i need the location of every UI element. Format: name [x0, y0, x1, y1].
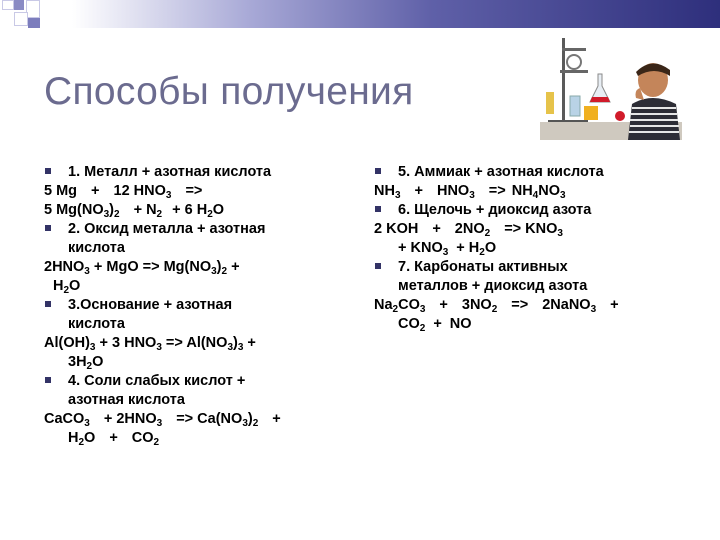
method-1-equation-cont: 5 $Mg(NO_3)_2 + N_2 + 6$ $H_2O$: [44, 202, 225, 220]
method-6-equation: 2 KOH + $2NO_2 => KNO_3$: [374, 221, 563, 239]
method-2-equation: $2HNO_3$ + MgO => $Mg(NO_3)_2$ +: [44, 259, 240, 277]
method-3-heading-cont: кислота: [68, 316, 125, 332]
method-4-equation-cont: $H_2O + CO_2$: [68, 430, 160, 448]
left-column: [44, 163, 334, 448]
decor-square: [14, 0, 24, 10]
method-3-heading: 3.Основание + азотная: [44, 296, 334, 315]
method-6-heading: 6. Щелочь + диоксид азота: [374, 201, 684, 220]
method-2-heading: 2. Оксид металла + азотная: [44, 220, 334, 239]
decor-square: [26, 0, 40, 18]
method-4-heading: 4. Соли слабых кислот +: [44, 372, 334, 391]
slide-title: Способы получения: [44, 70, 414, 113]
method-3-equation-cont: $3H_2O$: [68, 354, 104, 372]
method-7-equation: $Na_2CO_3 + 3NO_2$ => 2NaNO$_3$ +: [374, 297, 619, 315]
method-3-equation: $Al(OH)_3 + 3$ $HNO_3 => Al(NO_3)_3$ +: [44, 335, 256, 353]
method-7-heading: 7. Карбонаты активных: [374, 258, 684, 277]
method-7-equation-cont: $CO_2$ + NO: [398, 316, 472, 334]
method-5-equation: $NH_3 + HNO_3 => NH_4NO_3$: [374, 183, 566, 201]
right-column: [374, 163, 684, 334]
decor-square: [14, 12, 28, 26]
method-7-heading-cont: металлов + диоксид азота: [398, 278, 588, 294]
decor-square: [2, 0, 14, 10]
method-6-equation-cont: + $KNO_3 + H_2O$: [398, 240, 497, 258]
method-1-equation: 5 Mg + 12 $HNO_3$ =>: [44, 183, 203, 201]
method-1-heading: 1. Металл + азотная кислота: [44, 163, 334, 182]
method-2-heading-cont: кислота: [68, 240, 125, 256]
decor-square: [28, 18, 40, 28]
method-2-equation-cont: $H_2O$: [53, 278, 81, 296]
header-gradient-bar: [0, 0, 720, 28]
method-4-heading-cont: азотная кислота: [68, 392, 185, 408]
method-4-equation: CaCO$_3$ + $2HNO_3 => Ca(NO_3)_2$ +: [44, 411, 281, 429]
method-5-heading: 5. Аммиак + азотная кислота: [374, 163, 684, 182]
lab-boy-photo: [540, 34, 682, 140]
